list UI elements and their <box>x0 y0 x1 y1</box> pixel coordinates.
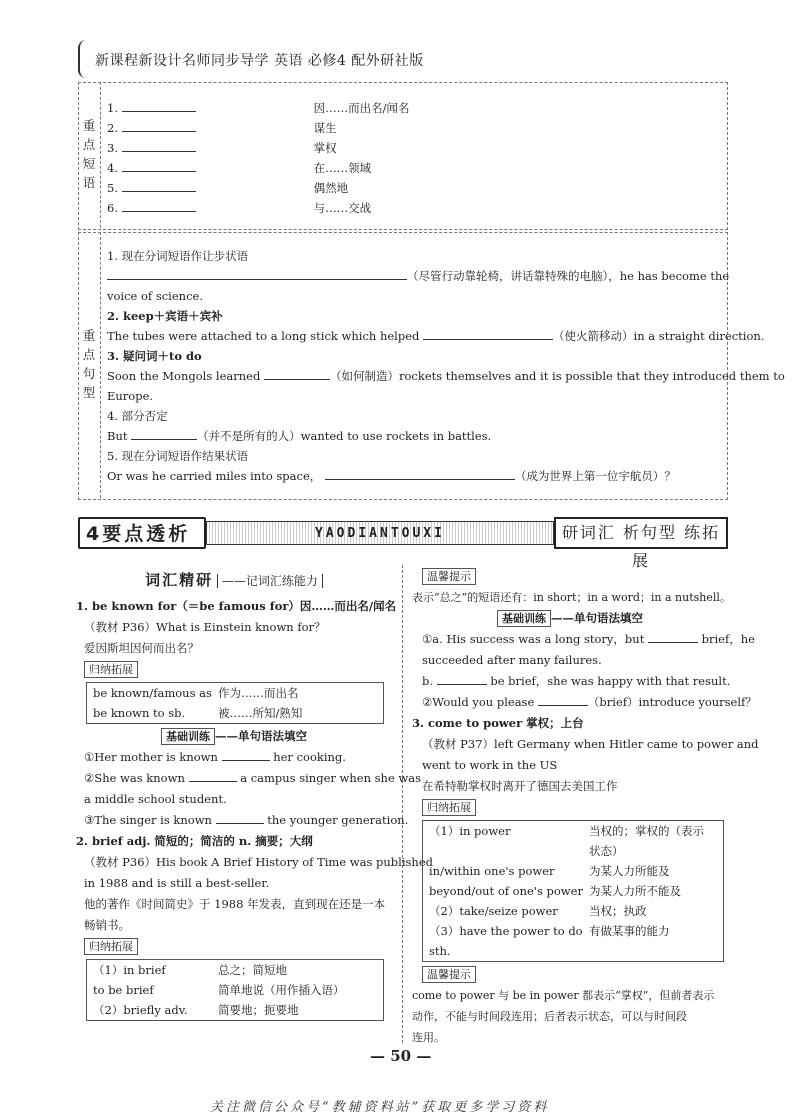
practice-item-cont: a middle school student. <box>84 792 227 806</box>
banner-section-number: 4要点透析 <box>78 517 206 549</box>
key-phrases-list <box>107 98 410 218</box>
practice-item-cont: succeeded after many failures. <box>422 653 602 667</box>
list-item: 1. 因……而出名/闻名 <box>107 101 410 115</box>
example-translation: 在希特勒掌权时离开了德国去美国工作 <box>422 779 618 793</box>
banner-subtitle: 研词汇 析句型 练拓展 <box>554 517 728 549</box>
practice-item: ②Would you please （brief）introduce yourself？ <box>422 695 757 709</box>
page-header-title: 新课程新设计名师同步导学 英语 必修4 配外研社版 <box>95 53 424 69</box>
sentence-line: 2. keep＋宾语＋宾补 <box>107 309 223 323</box>
list-item: 5. 偶然地 <box>107 181 349 195</box>
table-row: in/within one's power 为某人力所能及 <box>429 864 670 878</box>
column-divider <box>402 565 403 1043</box>
example-sentence-cont: in 1988 and is still a best-seller. <box>84 876 270 890</box>
table-row: 状态） <box>589 844 624 858</box>
example-translation: 他的著作《时间简史》于 1988 年发表，直到现在还是一本 <box>84 897 386 911</box>
sentence-line: 5. 现在分词短语作结果状语 <box>107 449 249 463</box>
table-row: be known/famous as 作为……而出名 <box>93 686 299 700</box>
sentence-line: Or was he carried miles into space， （成为世界上第一位宇航员）？ <box>107 469 676 483</box>
list-item: 3. 掌权 <box>107 141 337 155</box>
practice-heading: 基础训练 ——单句语法填空 <box>412 608 728 629</box>
example-translation: 爱因斯坦因何而出名？ <box>84 641 199 655</box>
section-banner <box>78 517 728 570</box>
table-row: （1）in brief 总之；简短地 <box>93 963 287 977</box>
sentence-line: 1. 现在分词短语作让步状语 <box>107 249 249 263</box>
summary-table <box>86 959 384 1021</box>
banner-pinyin: YAODIANTOUXI <box>206 521 554 545</box>
table-row: be known to sb. 被……所知/熟知 <box>93 706 303 720</box>
sentence-line: Soon the Mongols learned （如何制造）rockets themselves and it is possible that they introduced them to <box>107 369 785 383</box>
practice-item: ③The singer is known the younger generation. <box>84 813 409 827</box>
tip-tag: 温馨提示 <box>422 568 476 585</box>
table-row: （2）take/seize power 当权；执政 <box>429 904 647 918</box>
key-sentences-list <box>107 246 785 486</box>
example-sentence: （教材 P36）What is Einstein known for？ <box>84 620 326 634</box>
sentence-line: 3. 疑问词＋to do <box>107 349 202 363</box>
entry-title: 1. be known for（＝be famous for）因……而出名/闻名 <box>76 599 397 613</box>
summary-table <box>86 682 384 724</box>
practice-item: b. be brief，she was happy with that result. <box>422 674 731 688</box>
practice-item: ①a. His success was a long story，but brief，he <box>422 632 755 646</box>
sentence-line: The tubes were attached to a long stick which helped （使火箭移动）in a straight direction. <box>107 329 765 343</box>
sentence-line: Europe. <box>107 389 154 403</box>
list-item: 6. 与……交战 <box>107 201 372 215</box>
sentence-line: （尽管行动靠轮椅，讲话靠特殊的电脑），he has become the <box>107 266 719 286</box>
sentence-line: 4. 部分否定 <box>107 409 168 423</box>
tip-text: come to power 与 be in power 都表示“掌权”，但前者表示 <box>412 989 715 1002</box>
entry-title: 3. come to power 掌权；上台 <box>412 716 584 730</box>
left-column <box>76 570 433 1021</box>
table-row: （1）in power 当权的；掌权的（表示 <box>429 824 704 838</box>
sentence-line: But （并不是所有的人）wanted to use rockets in battles. <box>107 429 492 443</box>
key-sentences-sidebar-divider <box>100 232 101 498</box>
practice-heading: 基础训练 ——单句语法填空 <box>76 726 392 747</box>
practice-item: ①Her mother is known her cooking. <box>84 750 346 764</box>
summary-table <box>422 820 724 962</box>
table-row: to be brief 简单地说（用作插入语） <box>93 983 345 997</box>
key-phrases-label: 重点短语 <box>82 118 96 190</box>
table-row: beyond/out of one's power 为某人力所不能及 <box>429 884 681 898</box>
example-sentence: （教材 P36）His book A Brief History of Time was published <box>84 855 433 869</box>
tip-text: 连用。 <box>412 1031 445 1044</box>
example-sentence-cont: went to work in the US <box>422 758 558 772</box>
entry-title: 2. brief adj. 简短的；简洁的 n. 摘要；大纲 <box>76 834 313 848</box>
list-item: 2. 谋生 <box>107 121 337 135</box>
tip-text: 动作，不能与时间段连用；后者表示状态，可以与时间段 <box>412 1010 687 1023</box>
right-column <box>412 566 759 1048</box>
tip-tag: 温馨提示 <box>422 966 476 983</box>
key-phrases-sidebar-divider <box>100 82 101 228</box>
list-item: 4. 在……领域 <box>107 161 372 175</box>
summary-tag: 归纳拓展 <box>84 938 138 955</box>
summary-tag: 归纳拓展 <box>422 799 476 816</box>
footer-note: 关注微信公众号“教辅资料站”获取更多学习资料 <box>210 1100 550 1115</box>
table-row: （2）briefly adv. 简要地；扼要地 <box>93 1003 299 1017</box>
header-decoration <box>78 40 90 78</box>
example-sentence: （教材 P37）left Germany when Hitler came to power and <box>422 737 759 751</box>
vocab-subhead-title: 词汇精研 <box>145 571 214 589</box>
tip-text: 表示“总之”的短语还有：in short；in a word；in a nutshell。 <box>412 591 731 604</box>
summary-tag: 归纳拓展 <box>84 661 138 678</box>
table-row: （3）have the power to do sth. 有做某事的能力 <box>429 924 670 958</box>
practice-item: ②She was known a campus singer when she was <box>84 771 422 785</box>
vocab-subhead-tag: ——记词汇练能力 <box>217 574 323 588</box>
key-sentences-label: 重点句型 <box>82 328 96 400</box>
sentence-line: voice of science. <box>107 289 203 303</box>
page-number: — 50 — <box>370 1047 432 1065</box>
vocab-subhead <box>76 570 392 592</box>
example-translation-cont: 畅销书。 <box>84 918 130 932</box>
